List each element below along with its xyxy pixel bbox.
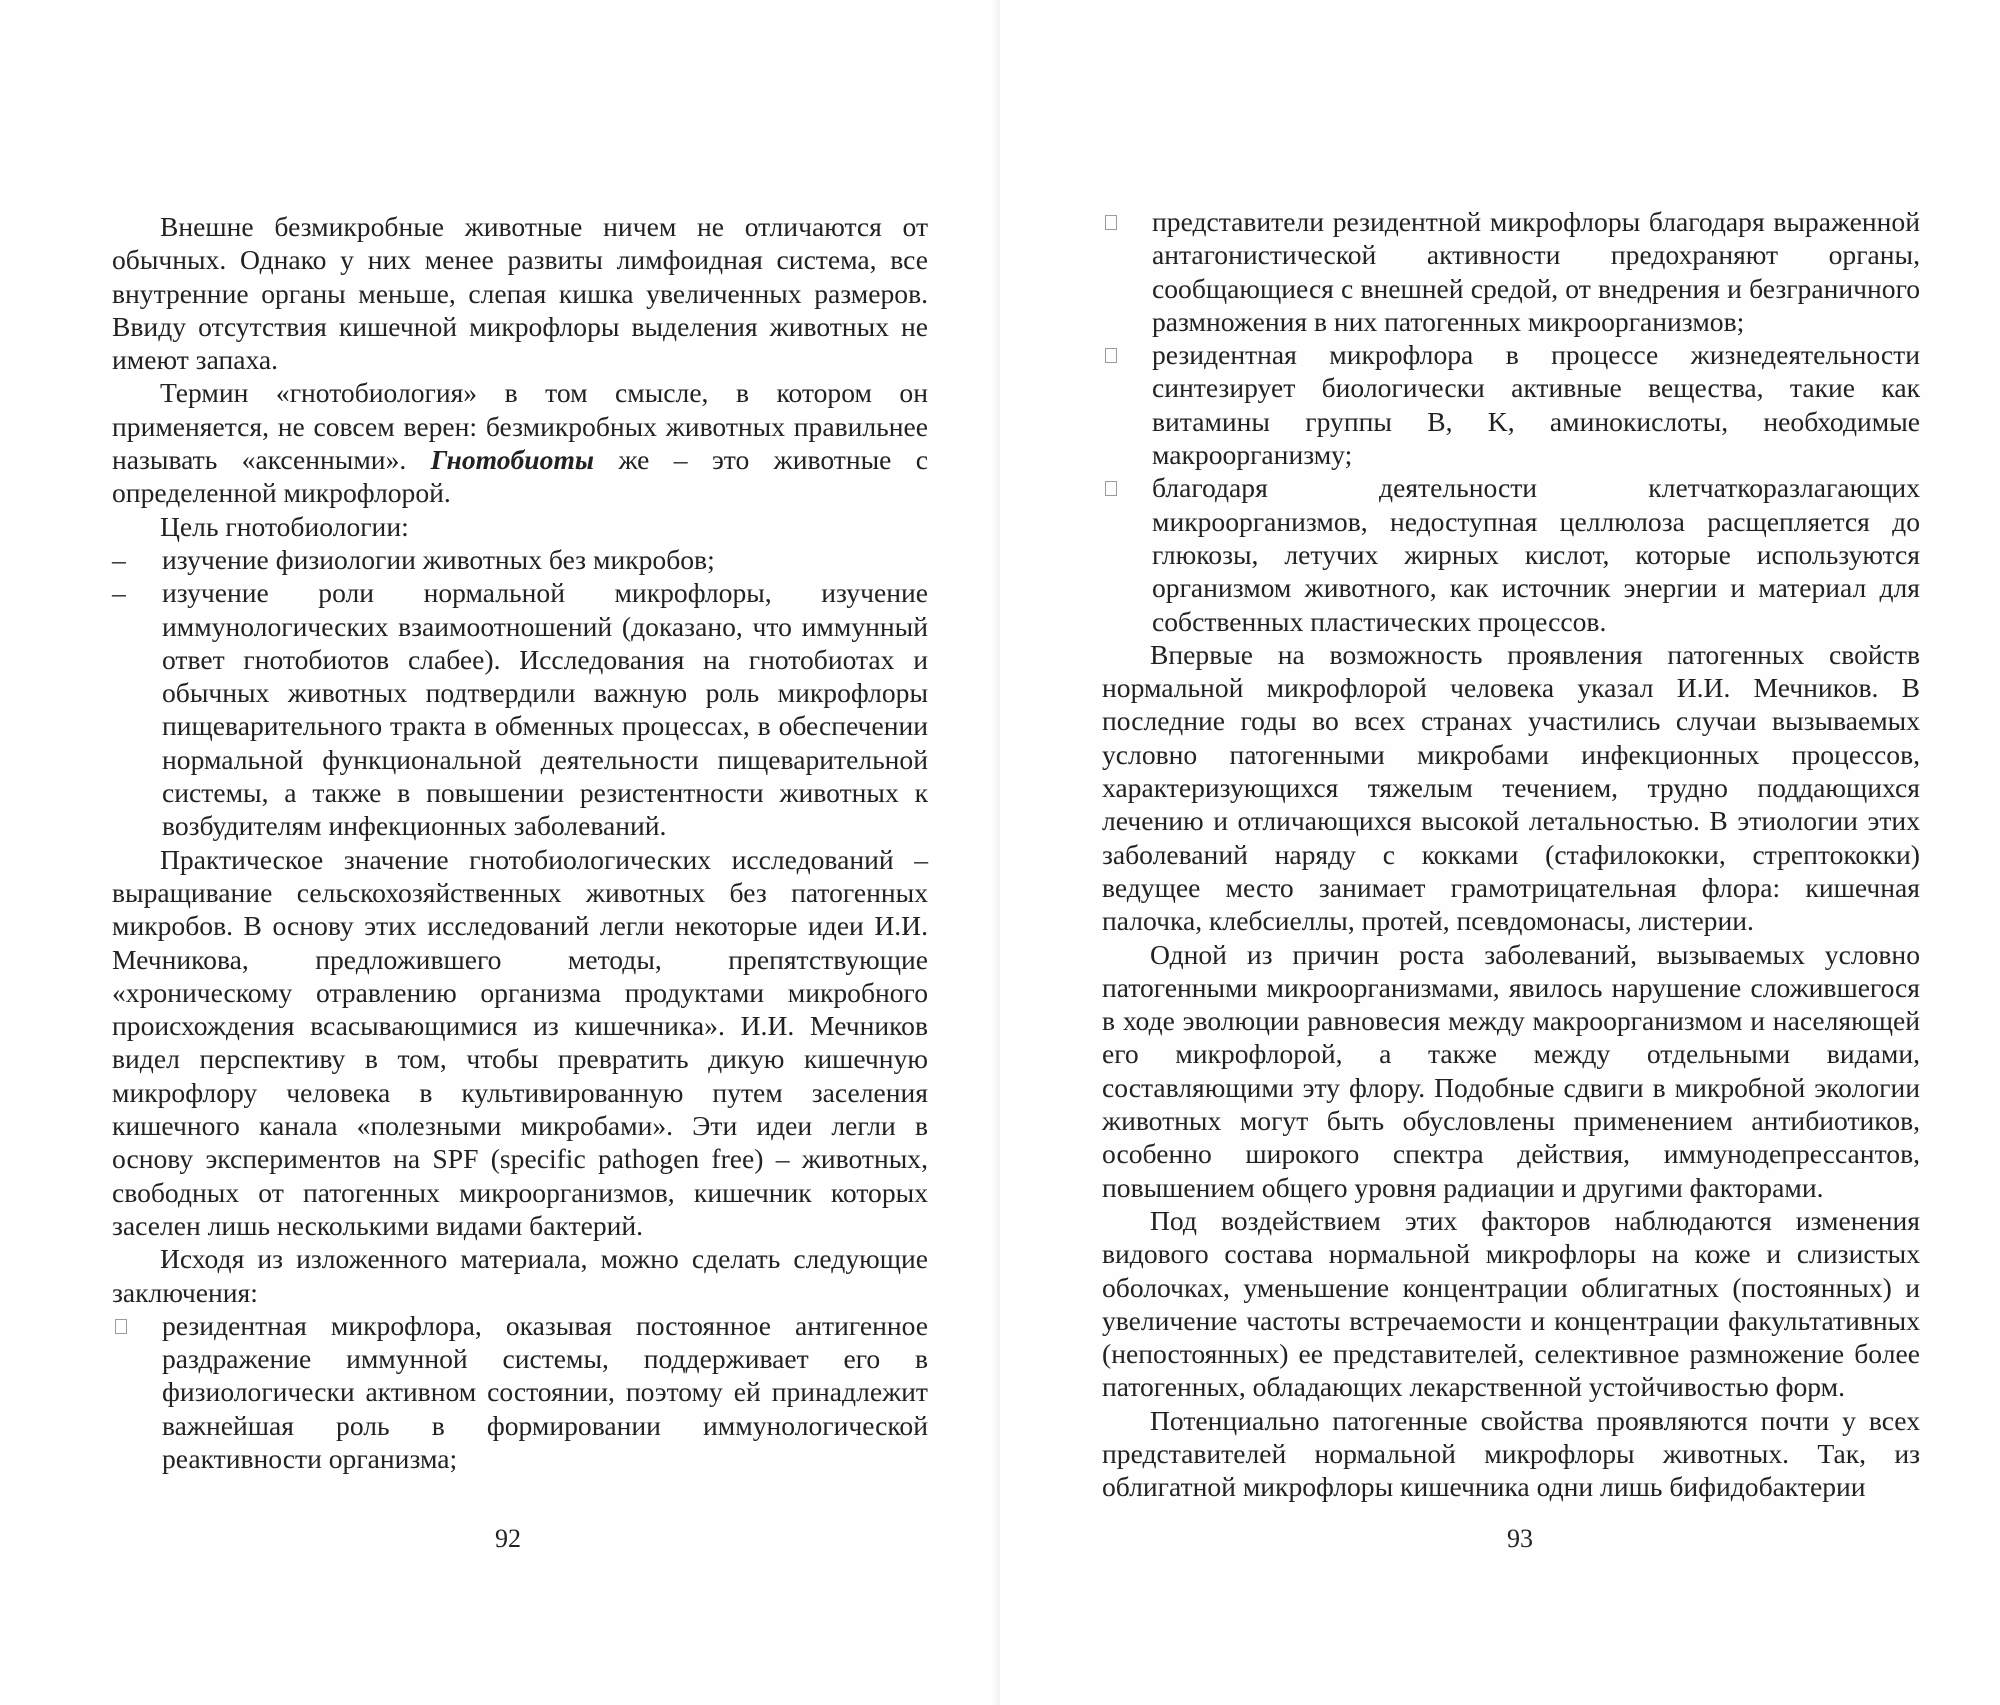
list-item <box>112 576 928 842</box>
paragraph: Цель гнотобиологии: <box>160 510 409 542</box>
list-item-text: изучение роли нормальной микрофлоры, изучение иммунологических взаимоотношений (доказано, что иммунный ответ гнотобиотов слабее). Исследования на гнотобиотах и обычных животных подтвердили важную роль микрофлоры пищеварительного тракта в обменных процессах, в обеспечении нормальной функциональной деятельности пищеварительной системы, а также в повышении резистентности животных к возбудителям инфекционных заболеваний. <box>162 577 928 842</box>
paragraph: Одной из причин роста заболеваний, вызываемых условно патогенными микроорганизмами, явилось нарушение сложившегося в ходе эволюции равновесия между макроорганизмом и населяющей его микрофлорой, а также между отдельными видами, составляющими эту флору. Подобные сдвиги в микробной экологии животных могут быть обусловлены применением антибиотиков, особенно широкого спектра действия, иммунодепрессантов, повышением общего уровня радиации и другими факторами. <box>1102 938 1920 1203</box>
list-item <box>1102 205 1920 338</box>
list-item-text: изучение физиологии животных без микробов; <box>162 543 715 575</box>
square-bullet-icon <box>1105 481 1117 496</box>
right-page <box>1000 0 2000 1705</box>
list-item-text: резидентная микрофлора в процессе жизнедеятельности синтезирует биологически активные вещества, такие как витамины группы B, K, аминокислоты, необходимые макроорганизму; <box>1152 339 1920 471</box>
dash-bullet: – <box>112 577 126 609</box>
paragraph <box>112 376 928 509</box>
list-item-text: благодаря деятельности клетчаткоразлагающих микроорганизмов, недоступная целлюлоза расщепляется до глюкозы, летучих жирных кислот, которые используются организмом животного, как источник энергии и материал для собственных пластических процессов. <box>1152 472 1920 637</box>
list-item <box>112 543 928 576</box>
paragraph-text: Термин «гнотобиология» в том смысле, в котором он применяется, не совсем верен: безмикробных животных правильнее называть «аксенными». <box>112 377 928 476</box>
paragraph: Практическое значение гнотобиологических исследований – выращивание сельскохозяйственных животных без патогенных микробов. В основу этих исследований легли некоторые идеи И.И. Мечникова, предложившего методы, препятствующие «хроническому отравлению организма продуктами микробного происхождения всасывающимися из кишечника». И.И. Мечников видел перспективу в том, чтобы превратить дикую кишечную микрофлору человека в культивированную путем заселения кишечного канала «полезными микробами». Эти идеи легли в основу экспериментов на SPF (specific pathogen free) – животных, свободных от патогенных микроорганизмов, кишечник которых заселен лишь несколькими видами бактерий. <box>112 843 928 1241</box>
list-item <box>1102 471 1920 637</box>
right-page-text <box>1102 205 1920 1504</box>
left-page-text <box>112 210 928 1475</box>
paragraph: Под воздействием этих факторов наблюдаются изменения видового состава нормальной микрофлоры на коже и слизистых оболочках, уменьшение концентрации облигатных (постоянных) и увеличение частоты встречаемости и концентрации факультативных (непостоянных) ее представителей, селективное размножение более патогенных, обладающих лекарственной устойчивостью форм. <box>1102 1204 1920 1403</box>
paragraph-text: же – это животные с определенной микрофлорой. <box>112 444 929 509</box>
square-bullet-icon <box>1105 215 1117 230</box>
paragraph: Впервые на возможность проявления патогенных свойств нормальной микрофлорой человека указал И.И. Мечников. В последние годы во всех странах участились случаи вызываемых условно патогенными микробами инфекционных процессов, характеризующихся тяжелым течением, трудно поддающихся лечению и отличающихся высокой летальностью. В этиологии этих заболеваний наряду с кокками (стафилококки, стрептококки) ведущее место занимает грамотрицательная флора: кишечная палочка, клебсиеллы, протей, псевдомонасы, листерии. <box>1102 638 1920 937</box>
square-bullet-icon <box>115 1319 127 1334</box>
paragraph: Исходя из изложенного материала, можно сделать следующие заключения: <box>112 1243 928 1308</box>
page-number: 93 <box>1507 1524 1533 1553</box>
page-number: 92 <box>495 1524 521 1553</box>
list-item <box>1102 338 1920 471</box>
term-gnotobiots: Гнотобиоты <box>430 444 595 476</box>
dash-bullet: – <box>112 543 126 575</box>
list-item-text: резидентная микрофлора, оказывая постоянное антигенное раздражение иммунной системы, поддерживает его в физиологически активном состоянии, поэтому ей принадлежит важнейшая роль в формировании иммунологической реактивности организма; <box>162 1309 928 1474</box>
paragraph: Потенциально патогенные свойства проявляются почти у всех представителей нормальной микрофлоры животных. Так, из облигатной микрофлоры кишечника одни лишь бифидобактерии <box>1102 1404 1920 1503</box>
list-item-text: представители резидентной микрофлоры благодаря выраженной антагонистической активности предохраняют органы, сообщающиеся с внешней средой, от внедрения и безграничного размножения в них патогенных микроорганизмов; <box>1152 206 1920 337</box>
square-bullet-icon <box>1105 348 1117 363</box>
list-item <box>112 1309 928 1475</box>
paragraph: Внешне безмикробные животные ничем не отличаются от обычных. Однако у них менее развиты лимфоидная система, все внутренние органы меньше, слепая кишка увеличенных размеров. Ввиду отсутствия кишечной микрофлоры выделения животных не имеют запаха. <box>112 211 928 376</box>
